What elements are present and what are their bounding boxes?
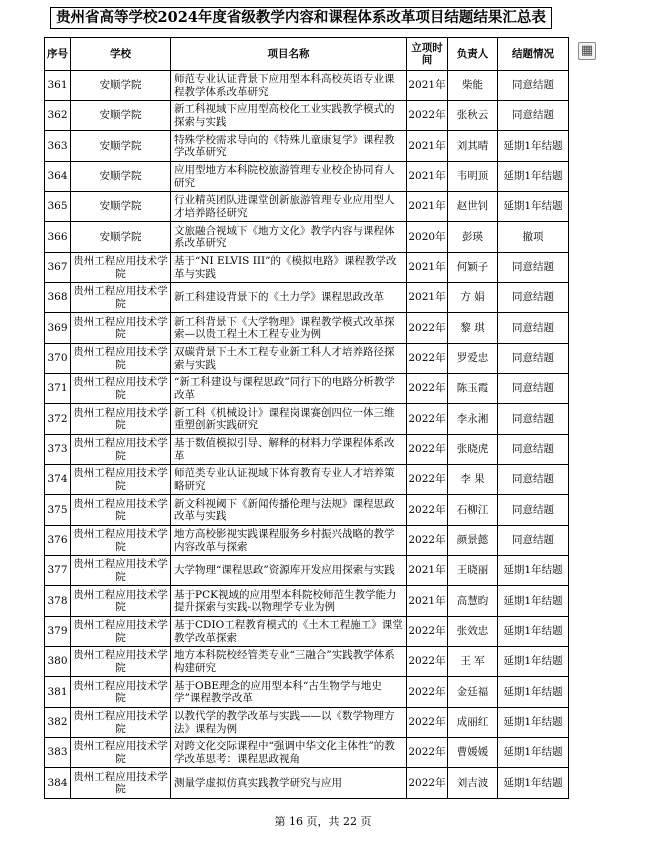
- cell-school: 贵州工程应用技术学院: [71, 404, 171, 435]
- cell-result: 同意结题: [498, 374, 569, 404]
- cell-school: 贵州工程应用技术学院: [71, 738, 171, 768]
- cell-project-name: 基于PCK视域的应用型本科院校师范生教学能力提升探索与实践-以物理学专业为例: [171, 586, 407, 617]
- header-year: 立项时间: [407, 38, 448, 71]
- cell-project-name: 基于CDIO工程教育模式的《土木工程施工》课堂教学改革探索: [171, 617, 407, 647]
- cell-year: 2022年: [407, 435, 448, 465]
- table-row: [45, 495, 569, 526]
- cell-result: 延期1年结题: [498, 617, 569, 647]
- cell-leader: 曹媛媛: [448, 738, 498, 768]
- cell-school: 贵州工程应用技术学院: [71, 556, 171, 586]
- cell-year: 2022年: [407, 101, 448, 131]
- cell-seq: 373: [45, 435, 71, 465]
- cell-project-name: 新工科视域下应用型高校化工业实践教学模式的探索与实践: [171, 101, 407, 131]
- cell-result: 延期1年结题: [498, 586, 569, 617]
- cell-result: 延期1年结题: [498, 556, 569, 586]
- cell-leader: 刘吉波: [448, 768, 498, 799]
- cell-leader: 张秋云: [448, 101, 498, 131]
- cell-seq: 371: [45, 374, 71, 404]
- cell-leader: 石柳江: [448, 495, 498, 526]
- cell-year: 2021年: [407, 556, 448, 586]
- cell-project-name: 地方高校影视实践课程服务乡村振兴战略的教学内容改革与探索: [171, 526, 407, 556]
- cell-result: 同意结题: [498, 404, 569, 435]
- table-row: [45, 586, 569, 617]
- cell-seq: 367: [45, 253, 71, 283]
- cell-year: 2022年: [407, 495, 448, 526]
- cell-seq: 370: [45, 344, 71, 374]
- table-row: [45, 131, 569, 162]
- table-row: [45, 71, 569, 101]
- cell-result: 延期1年结题: [498, 162, 569, 192]
- cell-result: 同意结题: [498, 435, 569, 465]
- cell-year: 2022年: [407, 374, 448, 404]
- cell-year: 2021年: [407, 162, 448, 192]
- cell-school: 安顺学院: [71, 222, 171, 253]
- header-leader: 负责人: [448, 38, 498, 71]
- table-row: [45, 738, 569, 768]
- cell-leader: 彭瑛: [448, 222, 498, 253]
- cell-seq: 362: [45, 101, 71, 131]
- cell-seq: 383: [45, 738, 71, 768]
- cell-seq: 377: [45, 556, 71, 586]
- cell-leader: 王 军: [448, 647, 498, 677]
- cell-seq: 378: [45, 586, 71, 617]
- cell-project-name: 以教代学的教学改革与实践——以《数学物理方法》课程为例: [171, 708, 407, 738]
- cell-result: 同意结题: [498, 344, 569, 374]
- cell-seq: 376: [45, 526, 71, 556]
- cell-result: 延期1年结题: [498, 677, 569, 708]
- cell-seq: 372: [45, 404, 71, 435]
- cell-result: 同意结题: [498, 283, 569, 313]
- cell-school: 贵州工程应用技术学院: [71, 374, 171, 404]
- cell-school: 贵州工程应用技术学院: [71, 617, 171, 647]
- table-row: [45, 708, 569, 738]
- cell-year: 2021年: [407, 283, 448, 313]
- cell-result: 延期1年结题: [498, 131, 569, 162]
- cell-school: 安顺学院: [71, 131, 171, 162]
- cell-school: 贵州工程应用技术学院: [71, 768, 171, 799]
- cell-school: 贵州工程应用技术学院: [71, 283, 171, 313]
- cell-result: 同意结题: [498, 101, 569, 131]
- cell-school: 安顺学院: [71, 162, 171, 192]
- cell-leader: 罗爱忠: [448, 344, 498, 374]
- cell-leader: 赵世钊: [448, 192, 498, 222]
- cell-leader: 刘其晴: [448, 131, 498, 162]
- cell-year: 2022年: [407, 738, 448, 768]
- cell-year: 2022年: [407, 465, 448, 495]
- cell-leader: 柴能: [448, 71, 498, 101]
- cell-school: 贵州工程应用技术学院: [71, 677, 171, 708]
- cell-school: 贵州工程应用技术学院: [71, 344, 171, 374]
- table-row: [45, 313, 569, 344]
- cell-school: 贵州工程应用技术学院: [71, 526, 171, 556]
- cell-project-name: 新工科建设背景下的《土力学》课程思政改革: [171, 283, 407, 313]
- table-header-row: [45, 38, 569, 71]
- cell-seq: 382: [45, 708, 71, 738]
- cell-year: 2022年: [407, 617, 448, 647]
- cell-school: 安顺学院: [71, 71, 171, 101]
- cell-seq: 361: [45, 71, 71, 101]
- cell-result: 同意结题: [498, 526, 569, 556]
- cell-seq: 375: [45, 495, 71, 526]
- cell-project-name: 地方本科院校经管类专业“三融合”实践教学体系构建研究: [171, 647, 407, 677]
- cell-leader: 何颖子: [448, 253, 498, 283]
- cell-result: 延期1年结题: [498, 192, 569, 222]
- header-result: 结题情况: [498, 38, 569, 71]
- grid-icon[interactable]: ▦: [578, 42, 596, 60]
- cell-year: 2020年: [407, 222, 448, 253]
- cell-result: 延期1年结题: [498, 708, 569, 738]
- cell-year: 2022年: [407, 344, 448, 374]
- cell-year: 2022年: [407, 647, 448, 677]
- table-row: [45, 344, 569, 374]
- cell-project-name: 基于“NI ELVIS III”的《模拟电路》课程教学改革与实践: [171, 253, 407, 283]
- cell-leader: 李 果: [448, 465, 498, 495]
- table-row: [45, 283, 569, 313]
- cell-project-name: 基于OBE理念的应用型本科“古生物学与地史学”课程教学改革: [171, 677, 407, 708]
- cell-school: 贵州工程应用技术学院: [71, 495, 171, 526]
- cell-seq: 384: [45, 768, 71, 799]
- cell-project-name: 特殊学校需求导向的《特殊儿童康复学》课程教学改革研究: [171, 131, 407, 162]
- cell-year: 2022年: [407, 404, 448, 435]
- cell-result: 延期1年结题: [498, 768, 569, 799]
- table-row: [45, 192, 569, 222]
- table-row: [45, 647, 569, 677]
- cell-seq: 380: [45, 647, 71, 677]
- cell-project-name: 双碳背景下土木工程专业新工科人才培养路径探索与实践: [171, 344, 407, 374]
- cell-seq: 381: [45, 677, 71, 708]
- table-row: [45, 101, 569, 131]
- cell-seq: 366: [45, 222, 71, 253]
- table-row: [45, 162, 569, 192]
- table-row: [45, 404, 569, 435]
- table-row: [45, 768, 569, 799]
- table-row: [45, 435, 569, 465]
- cell-year: 2021年: [407, 586, 448, 617]
- cell-result: 同意结题: [498, 253, 569, 283]
- cell-year: 2021年: [407, 253, 448, 283]
- cell-leader: 韦明顶: [448, 162, 498, 192]
- cell-result: 同意结题: [498, 495, 569, 526]
- cell-school: 贵州工程应用技术学院: [71, 708, 171, 738]
- table-row: [45, 677, 569, 708]
- cell-seq: 365: [45, 192, 71, 222]
- cell-leader: 陈玉霞: [448, 374, 498, 404]
- cell-result: 同意结题: [498, 465, 569, 495]
- cell-year: 2021年: [407, 71, 448, 101]
- cell-school: 安顺学院: [71, 192, 171, 222]
- cell-result: 撤项: [498, 222, 569, 253]
- cell-school: 贵州工程应用技术学院: [71, 647, 171, 677]
- page-footer: 第 16 页，共 22 页: [274, 815, 372, 828]
- cell-project-name: 新文科视阈下《新闻传播伦理与法规》课程思政改革与实践: [171, 495, 407, 526]
- cell-seq: 368: [45, 283, 71, 313]
- cell-leader: 颜景懿: [448, 526, 498, 556]
- header-seq: 序号: [45, 38, 71, 71]
- header-name: 项目名称: [171, 38, 407, 71]
- cell-project-name: 新工科背景下《大学物理》课程教学模式改革探索—以贵工程土木工程专业为例: [171, 313, 407, 344]
- cell-project-name: 大学物理“课程思政”资源库开发应用探索与实践: [171, 556, 407, 586]
- cell-result: 延期1年结题: [498, 647, 569, 677]
- cell-leader: 李永湘: [448, 404, 498, 435]
- cell-leader: 王晓丽: [448, 556, 498, 586]
- cell-seq: 364: [45, 162, 71, 192]
- cell-project-name: 测量学虚拟仿真实践教学研究与应用: [171, 768, 407, 799]
- cell-year: 2022年: [407, 708, 448, 738]
- cell-year: 2022年: [407, 313, 448, 344]
- cell-year: 2022年: [407, 677, 448, 708]
- table-row: [45, 253, 569, 283]
- cell-result: 同意结题: [498, 71, 569, 101]
- cell-seq: 374: [45, 465, 71, 495]
- cell-project-name: 对跨文化交际课程中“强调中华文化主体性”的教学改革思考：课程思政视角: [171, 738, 407, 768]
- cell-leader: 张效忠: [448, 617, 498, 647]
- cell-project-name: “新工科建设与课程思政”同行下的电路分析教学改革: [171, 374, 407, 404]
- table-row: [45, 465, 569, 495]
- cell-year: 2021年: [407, 192, 448, 222]
- table-row: [45, 617, 569, 647]
- cell-leader: 成丽红: [448, 708, 498, 738]
- cell-year: 2021年: [407, 131, 448, 162]
- table-body: [45, 71, 569, 799]
- cell-project-name: 文旅融合视域下《地方文化》教学内容与课程体系改革研究: [171, 222, 407, 253]
- table-row: [45, 556, 569, 586]
- cell-leader: 金廷福: [448, 677, 498, 708]
- cell-project-name: 基于数值模拟引导、解释的材料力学课程体系改革: [171, 435, 407, 465]
- cell-seq: 363: [45, 131, 71, 162]
- cell-leader: 高慧昀: [448, 586, 498, 617]
- cell-school: 安顺学院: [71, 101, 171, 131]
- cell-school: 贵州工程应用技术学院: [71, 435, 171, 465]
- table-row: [45, 526, 569, 556]
- cell-leader: 黎 琪: [448, 313, 498, 344]
- cell-seq: 379: [45, 617, 71, 647]
- header-school: 学校: [71, 38, 171, 71]
- cell-result: 同意结题: [498, 313, 569, 344]
- cell-school: 贵州工程应用技术学院: [71, 465, 171, 495]
- page-title: 贵州省高等学校2024年度省级教学内容和课程体系改革项目结题结果汇总表: [50, 7, 552, 29]
- cell-result: 延期1年结题: [498, 738, 569, 768]
- cell-school: 贵州工程应用技术学院: [71, 313, 171, 344]
- results-table: [44, 37, 569, 799]
- cell-project-name: 师范专业认证背景下应用型本科高校英语专业课程教学体系改革研究: [171, 71, 407, 101]
- cell-year: 2022年: [407, 526, 448, 556]
- table-row: [45, 374, 569, 404]
- cell-seq: 369: [45, 313, 71, 344]
- cell-year: 2022年: [407, 768, 448, 799]
- cell-school: 贵州工程应用技术学院: [71, 253, 171, 283]
- cell-leader: 方 娟: [448, 283, 498, 313]
- cell-project-name: 新工科《机械设计》课程岗课赛创四位一体三维重塑创新实践研究: [171, 404, 407, 435]
- cell-school: 贵州工程应用技术学院: [71, 586, 171, 617]
- cell-leader: 张晓虎: [448, 435, 498, 465]
- cell-project-name: 应用型地方本科院校旅游管理专业校企协同育人研究: [171, 162, 407, 192]
- cell-project-name: 师范类专业认证视域下体育教育专业人才培养策略研究: [171, 465, 407, 495]
- table-row: [45, 222, 569, 253]
- cell-project-name: 行业精英团队进课堂创新旅游管理专业应用型人才培养路径研究: [171, 192, 407, 222]
